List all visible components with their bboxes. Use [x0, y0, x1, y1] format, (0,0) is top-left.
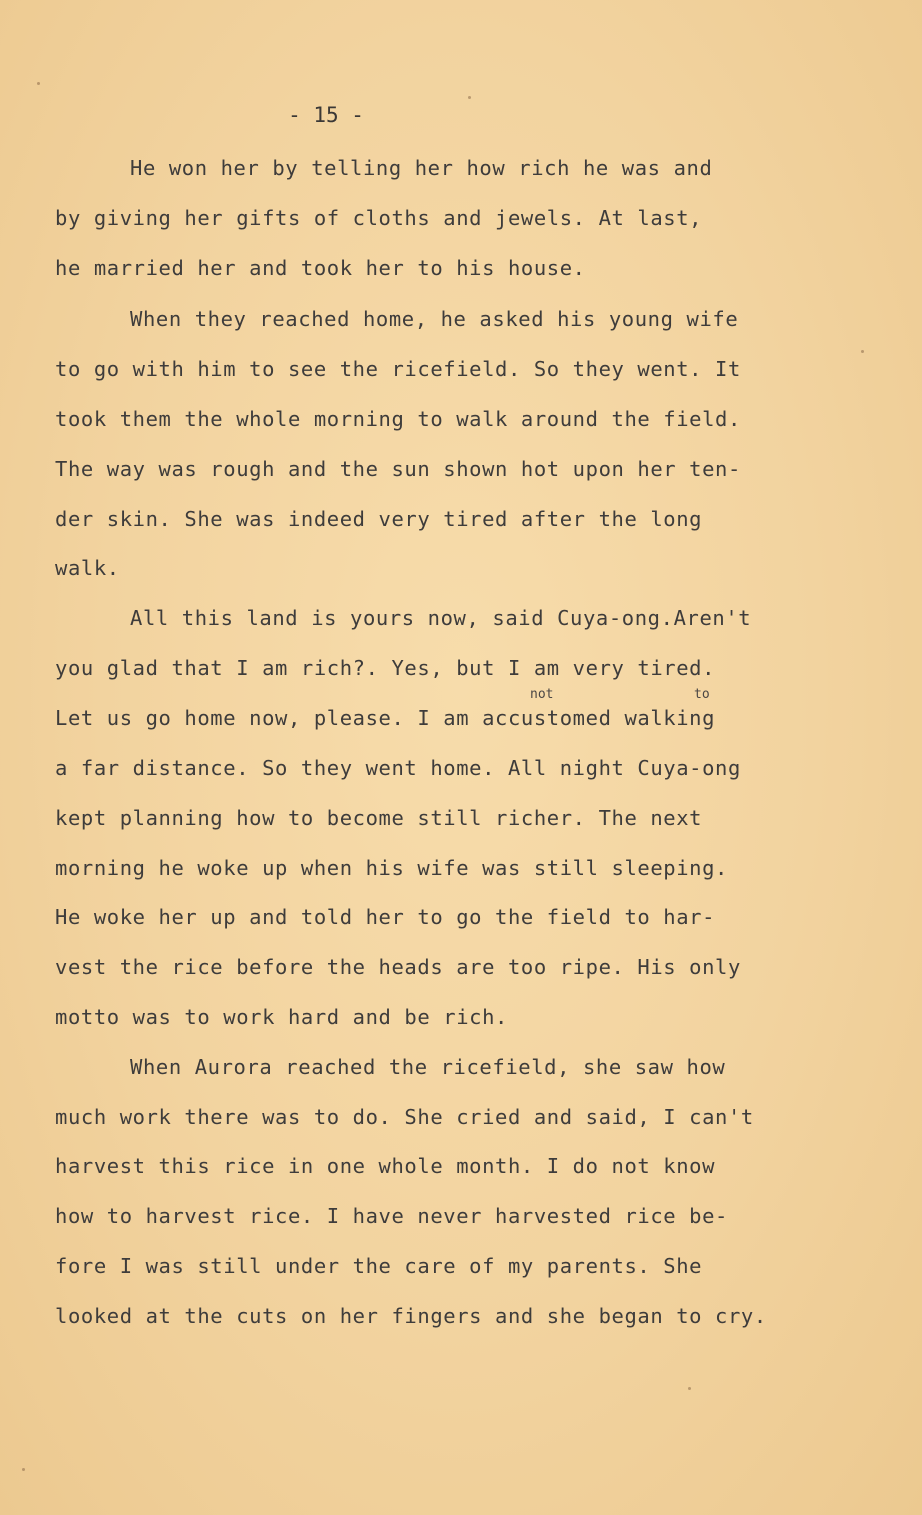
text-line: Let us go home now, please. I am accustomed walking [55, 706, 716, 730]
text-line: much work there was to do. She cried and said, I can't [55, 1105, 754, 1129]
text-line: He won her by telling her how rich he was and [130, 156, 713, 180]
paper-speck [37, 82, 40, 85]
handwritten-insertion: not [530, 687, 554, 702]
text-line: took them the whole morning to walk around the field. [55, 407, 741, 431]
text-line: a far distance. So they went home. All night Cuya-ong [55, 756, 741, 780]
page-number: - 15 - [288, 103, 364, 127]
text-line: by giving her gifts of cloths and jewels. At last, [55, 206, 703, 230]
text-line: All this land is yours now, said Cuya-ong.Aren't [130, 606, 752, 630]
text-line: When they reached home, he asked his young wife [130, 307, 739, 331]
text-line: morning he woke up when his wife was still sleeping. [55, 856, 728, 880]
text-line: When Aurora reached the ricefield, she saw how [130, 1055, 726, 1079]
text-line: He woke her up and told her to go the field to har- [55, 905, 716, 929]
text-line: to go with him to see the ricefield. So they went. It [55, 357, 741, 381]
handwritten-insertion: to [694, 687, 710, 702]
text-line: The way was rough and the sun shown hot upon her ten- [55, 457, 741, 481]
text-line: motto was to work hard and be rich. [55, 1005, 508, 1029]
paper-speck [688, 1387, 691, 1390]
text-line: der skin. She was indeed very tired after the long [55, 507, 703, 531]
text-line: vest the rice before the heads are too ripe. His only [55, 955, 741, 979]
text-line: harvest this rice in one whole month. I do not know [55, 1154, 716, 1178]
text-line: walk. [55, 556, 120, 580]
text-line: he married her and took her to his house. [55, 256, 586, 280]
paper-speck [468, 96, 471, 99]
text-line: fore I was still under the care of my parents. She [55, 1254, 703, 1278]
text-line: you glad that I am rich?. Yes, but I am very tired. [55, 656, 716, 680]
text-line: how to harvest rice. I have never harvested rice be- [55, 1204, 728, 1228]
paper-speck [22, 1468, 25, 1471]
text-line: kept planning how to become still richer. The next [55, 806, 703, 830]
text-line: looked at the cuts on her fingers and she began to cry. [55, 1304, 767, 1328]
paper-speck [861, 350, 864, 353]
